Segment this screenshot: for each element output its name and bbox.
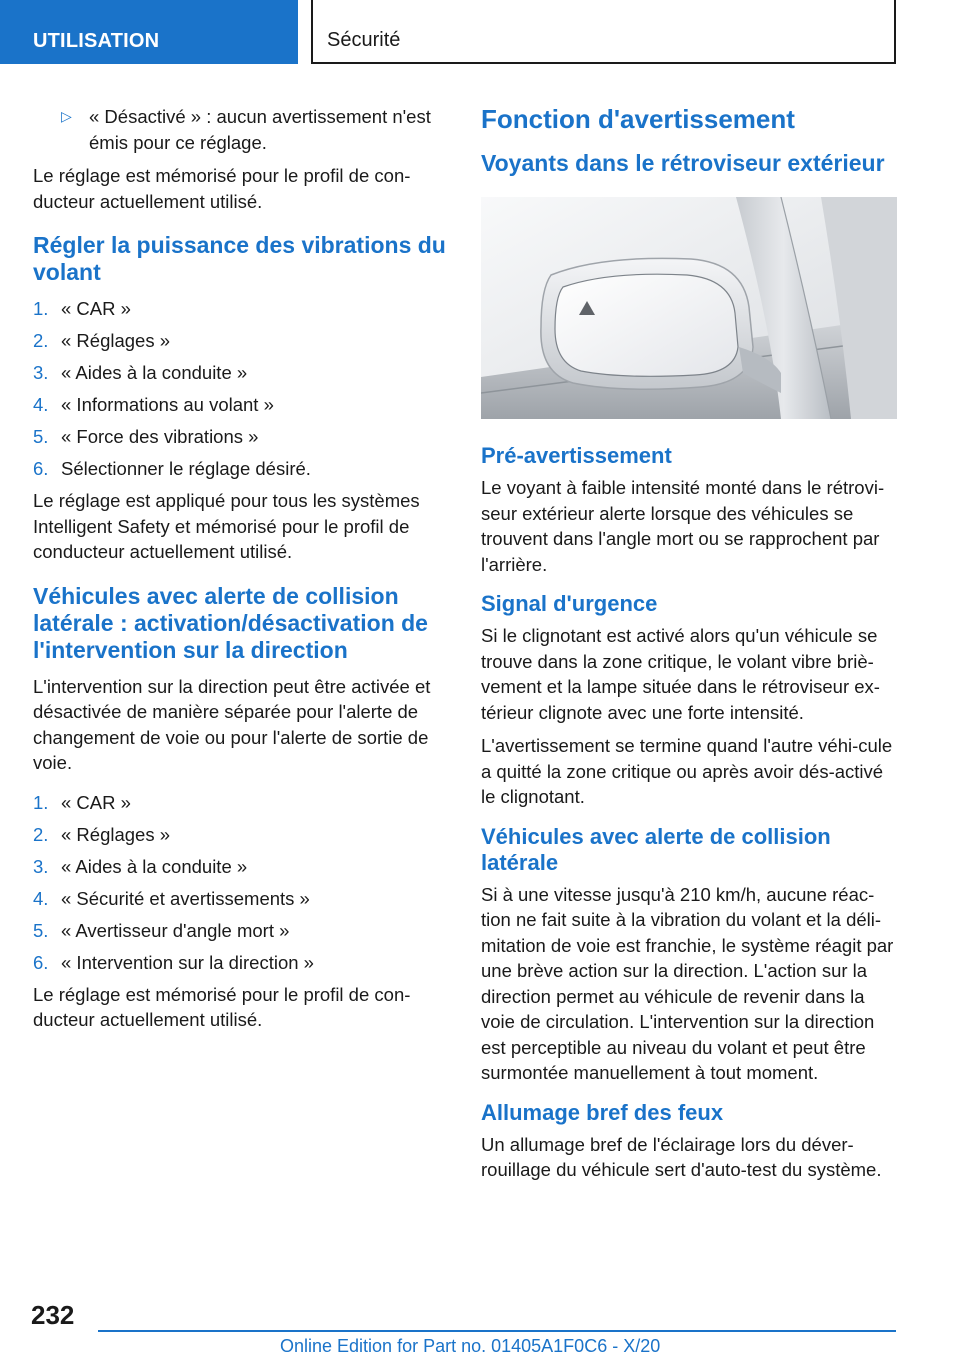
steps-collision: [33, 790, 449, 976]
paragraph: Un allumage bref de l'éclairage lors du déver‐rouillage du véhicule sert d'auto-test du système.: [481, 1133, 882, 1180]
list-item: [33, 104, 449, 155]
steps-vibration: [33, 296, 449, 482]
left-column: [33, 104, 449, 1041]
paragraph: Le réglage est mémorisé pour le profil de con‐ducteur actuellement utilisé.: [33, 165, 411, 212]
side-mirror-image: [481, 197, 897, 419]
heading-collision-steering: Véhicules avec alerte de collision latérale : activation/désactivation de l'intervention sur la direction: [33, 582, 428, 663]
right-column: [481, 104, 897, 1191]
step-item: 2. « Réglages »: [33, 330, 171, 351]
heading-urgent-signal: Signal d'urgence: [481, 591, 658, 616]
step-item: 1. « CAR »: [33, 791, 131, 813]
step-item: 6. « Intervention sur la direction »: [33, 951, 314, 973]
step-item: 5. « Avertisseur d'angle mort »: [33, 919, 290, 941]
mirror-illustration: [481, 197, 897, 419]
heading-side-collision: Véhicules avec alerte de collision latérale: [481, 823, 831, 875]
paragraph: Le réglage est mémorisé pour le profil de con‐ducteur actuellement utilisé.: [33, 983, 411, 1030]
chapter-title: Sécurité: [311, 0, 896, 64]
step-item: 4. « Informations au volant »: [33, 394, 274, 415]
footer-divider: [98, 1330, 896, 1332]
step-item: 5. « Force des vibrations »: [33, 426, 259, 447]
paragraph: Si le clignotant est activé alors qu'un véhicule se trouve dans la zone critique, le volant vibre briè‐vement et la lampe située dans le rétroviseur ex‐térieur clignote avec une forte intensité.: [481, 625, 880, 723]
heading-warning-function: Fonction d'avertissement: [481, 104, 795, 134]
step-item: 4. « Sécurité et avertissements »: [33, 887, 310, 909]
step-item: 1. « CAR »: [33, 298, 131, 319]
step-item: 2. « Réglages »: [33, 823, 171, 845]
edition-info: Online Edition for Part no. 01405A1F0C6 - X/20: [280, 1336, 661, 1356]
paragraph: Si à une vitesse jusqu'à 210 km/h, aucune réac‐tion ne fait suite à la vibration du volant et la déli‐mitation de voie est franchie, le système réagit par une brève action sur la direction. L'action sur la direction permet au véhicule de revenir dans la voie de circulation. L'intervention sur la direction est perceptible au niveau du volant et peut être surmontée manuellement à tout moment.: [481, 883, 894, 1083]
paragraph: Le réglage est appliqué pour tous les systèmes Intelligent Safety et mémorisé pour le profil de conducteur actuellement utilisé.: [33, 490, 420, 562]
paragraph: Le voyant à faible intensité monté dans le rétrovi‐seur extérieur alerte lorsque des véhicules se trouvent dans l'angle mort ou se rapprochent par l'arrière.: [481, 477, 885, 575]
heading-mirror-lights: Voyants dans le rétroviseur extérieur: [481, 150, 885, 176]
bullet-text: « Désactivé » : aucun avertissement n'est émis pour ce réglage.: [89, 106, 431, 153]
paragraph: L'avertissement se termine quand l'autre véhi‐cule a quitté la zone critique ou après avoir dés‐activé le clignotant.: [481, 735, 893, 807]
step-item: 6. Sélectionner le réglage désiré.: [33, 458, 311, 479]
heading-brief-lights: Allumage bref des feux: [481, 1099, 724, 1125]
paragraph: L'intervention sur la direction peut être activée et désactivée de manière séparée pour l'alerte de changement de voie ou pour l'alerte de sortie de voie.: [33, 675, 431, 773]
step-item: 3. « Aides à la conduite »: [33, 362, 248, 383]
page-number: 232: [31, 1300, 75, 1330]
heading-vibration: Régler la puissance des vibrations du volant: [33, 232, 446, 285]
triangle-bullet-icon: ▷: [61, 108, 72, 124]
heading-pre-warning: Pré-avertissement: [481, 443, 672, 468]
section-tab: UTILISATION: [0, 0, 298, 64]
step-item: 3. « Aides à la conduite »: [33, 855, 248, 877]
